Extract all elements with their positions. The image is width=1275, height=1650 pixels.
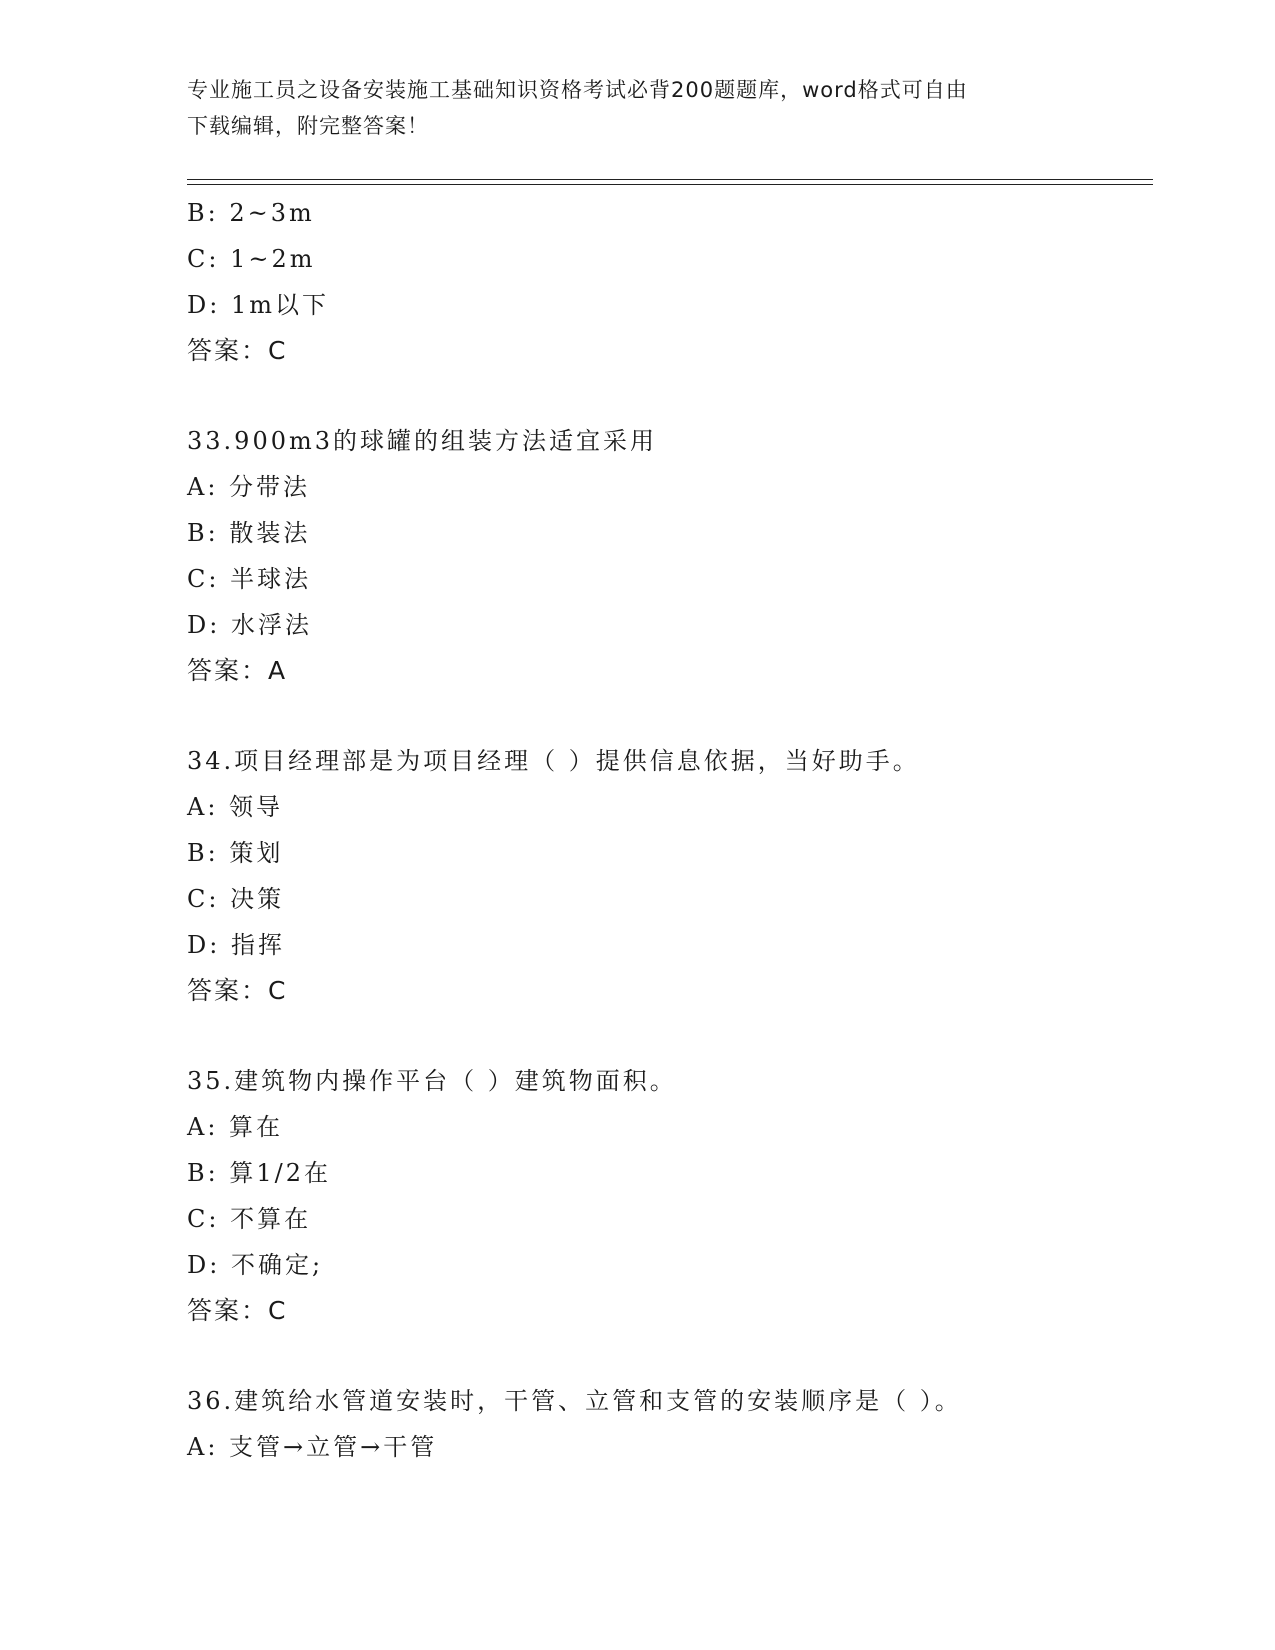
- option-c: C: 半球法: [187, 565, 312, 593]
- spacer: [187, 374, 1147, 418]
- header-divider-top: [187, 179, 1153, 180]
- option-c: C: 决策: [187, 885, 285, 913]
- answer-line: 答案：C: [187, 336, 288, 365]
- option-c: C: 1~2m: [187, 245, 316, 273]
- document-header: [187, 72, 1067, 144]
- answer-line: 答案：C: [187, 976, 288, 1005]
- spacer: [187, 1014, 1147, 1058]
- question-text: 35.建筑物内操作平台（ ）建筑物面积。: [187, 1067, 677, 1095]
- question-block-33: [187, 418, 1147, 694]
- answer-line: 答案：A: [187, 656, 288, 685]
- question-list: [187, 190, 1147, 1470]
- option-b: B: 散装法: [187, 519, 311, 547]
- header-line-2: 下载编辑，附完整答案！: [187, 114, 429, 138]
- question-text: 33.900m3的球罐的组装方法适宜采用: [187, 427, 658, 455]
- option-d: D: 1m以下: [187, 291, 329, 319]
- question-block-36: [187, 1378, 1147, 1470]
- question-text: 34.项目经理部是为项目经理（ ）提供信息依据，当好助手。: [187, 747, 920, 775]
- question-block-32: [187, 190, 1147, 374]
- option-d: D: 不确定;: [187, 1251, 324, 1279]
- option-a: A: 领导: [187, 793, 284, 821]
- question-block-35: [187, 1058, 1147, 1334]
- option-a: A: 分带法: [187, 473, 311, 501]
- question-text: 36.建筑给水管道安装时，干管、立管和支管的安装顺序是（ ）。: [187, 1387, 962, 1415]
- option-d: D: 水浮法: [187, 611, 312, 639]
- header-line-1: 专业施工员之设备安装施工基础知识资格考试必背200题题库，word格式可自由: [187, 78, 968, 102]
- option-b: B: 2~3m: [187, 199, 315, 227]
- option-b: B: 策划: [187, 839, 284, 867]
- option-a: A: 算在: [187, 1113, 284, 1141]
- header-divider-bottom: [187, 184, 1153, 185]
- spacer: [187, 694, 1147, 738]
- option-b: B: 算1/2在: [187, 1159, 331, 1187]
- option-d: D: 指挥: [187, 931, 285, 959]
- question-block-34: [187, 738, 1147, 1014]
- option-a: A: 支管→立管→干管: [187, 1433, 438, 1461]
- answer-line: 答案：C: [187, 1296, 288, 1325]
- option-c: C: 不算在: [187, 1205, 312, 1233]
- spacer: [187, 1334, 1147, 1378]
